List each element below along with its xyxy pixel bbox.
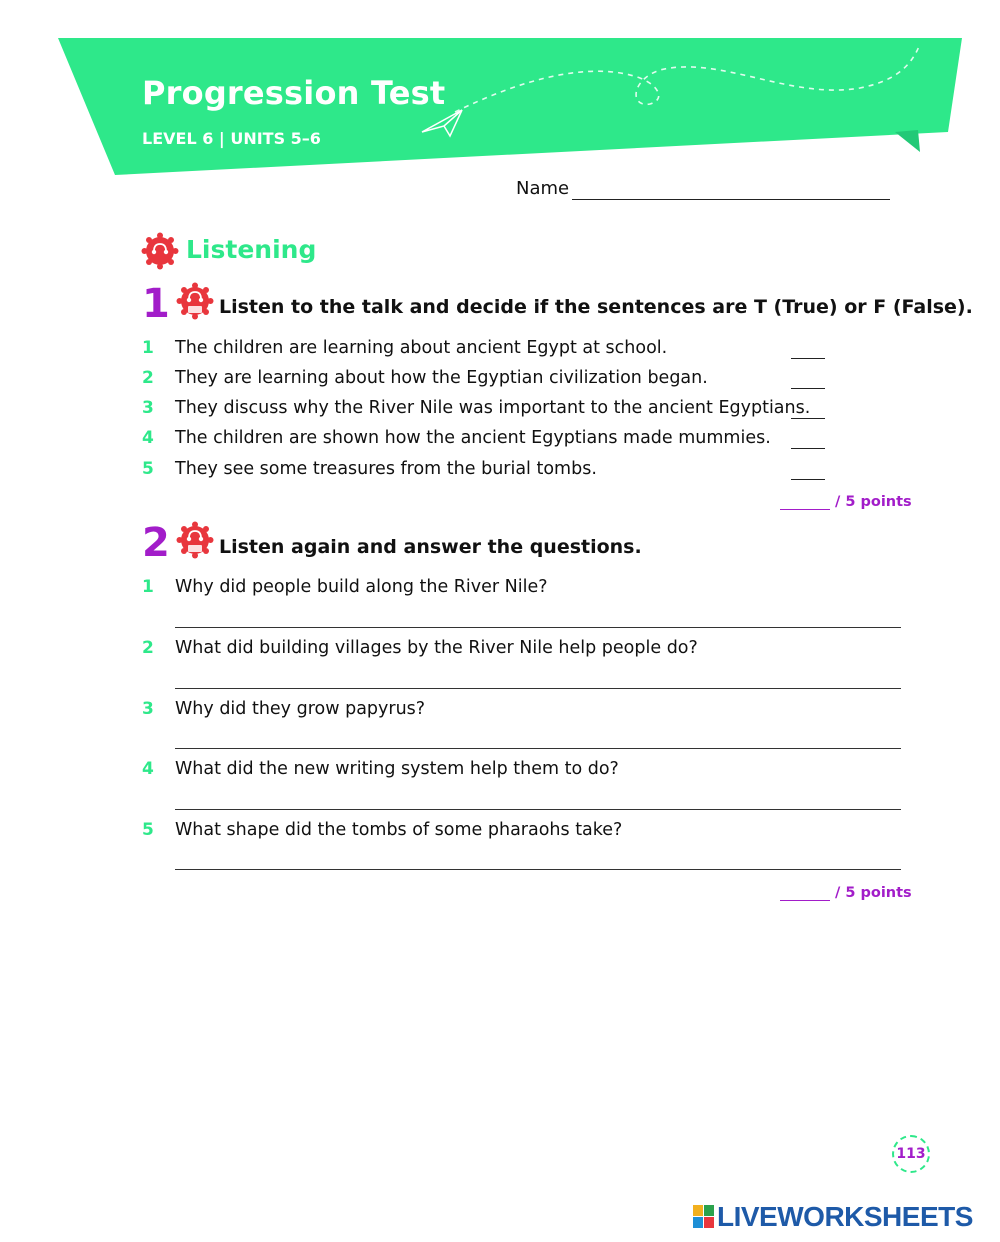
item-number: 4 <box>142 428 154 448</box>
liveworksheets-wordmark: LIVEWORKSHEETS <box>717 1201 973 1232</box>
cd-icon <box>141 232 179 270</box>
item-text: What did building villages by the River Nile help people do? <box>175 638 698 658</box>
list-item <box>0 820 1000 846</box>
list-item <box>0 428 1000 454</box>
tf-answer-blank[interactable] <box>791 418 825 419</box>
tf-answer-blank[interactable] <box>791 358 825 359</box>
list-item <box>0 699 1000 725</box>
item-number: 3 <box>142 398 154 418</box>
item-text: What did the new writing system help them to do? <box>175 759 619 779</box>
list-item <box>0 577 1000 603</box>
item-number: 5 <box>142 459 154 479</box>
item-text: What shape did the tombs of some pharaohs take? <box>175 820 623 840</box>
answer-line[interactable] <box>175 688 901 689</box>
list-item <box>0 368 1000 394</box>
points-label: / 5 points <box>835 885 912 901</box>
tf-answer-blank[interactable] <box>791 388 825 389</box>
item-text: Why did people build along the River Nile? <box>175 577 548 597</box>
answer-line[interactable] <box>175 869 901 870</box>
item-number: 1 <box>142 338 154 358</box>
item-number: 1 <box>142 577 154 597</box>
list-item <box>0 398 1000 424</box>
exercise-instruction: Listen again and answer the questions. <box>219 536 642 558</box>
name-label: Name <box>516 178 570 199</box>
points-score <box>780 494 912 510</box>
item-number: 3 <box>142 699 154 719</box>
list-item <box>0 638 1000 664</box>
page-number: 113 <box>892 1135 930 1173</box>
cd-icon <box>176 521 214 559</box>
name-field[interactable] <box>572 199 890 200</box>
item-text: They are learning about how the Egyptian civilization began. <box>175 368 708 388</box>
points-label: / 5 points <box>835 494 912 510</box>
exercise-number: 1 <box>142 281 170 327</box>
answer-line[interactable] <box>175 748 901 749</box>
exercise-number: 2 <box>142 520 170 566</box>
item-number: 2 <box>142 368 154 388</box>
item-number: 5 <box>142 820 154 840</box>
cd-icon <box>176 282 214 320</box>
liveworksheets-blocks-icon <box>693 1205 715 1229</box>
list-item <box>0 759 1000 785</box>
item-text: The children are learning about ancient Egypt at school. <box>175 338 668 358</box>
points-score <box>780 885 912 901</box>
item-number: 4 <box>142 759 154 779</box>
answer-line[interactable] <box>175 809 901 810</box>
item-text: Why did they grow papyrus? <box>175 699 426 719</box>
exercise-instruction: Listen to the talk and decide if the sentences are T (True) or F (False). <box>219 296 973 318</box>
section-title-listening: Listening <box>186 235 317 264</box>
item-text: The children are shown how the ancient Egyptians made mummies. <box>175 428 771 448</box>
item-text: They discuss why the River Nile was important to the ancient Egyptians. <box>175 398 811 418</box>
item-number: 2 <box>142 638 154 658</box>
score-blank[interactable] <box>780 496 830 510</box>
tf-answer-blank[interactable] <box>791 448 825 449</box>
liveworksheets-logo <box>693 1201 993 1231</box>
page-subtitle: LEVEL 6 | UNITS 5–6 <box>142 129 321 148</box>
item-text: They see some treasures from the burial tombs. <box>175 459 597 479</box>
tf-answer-blank[interactable] <box>791 479 825 480</box>
page-title: Progression Test <box>142 74 446 112</box>
score-blank[interactable] <box>780 887 830 901</box>
answer-line[interactable] <box>175 627 901 628</box>
list-item <box>0 459 1000 485</box>
header-banner <box>0 0 1000 190</box>
list-item <box>0 338 1000 364</box>
